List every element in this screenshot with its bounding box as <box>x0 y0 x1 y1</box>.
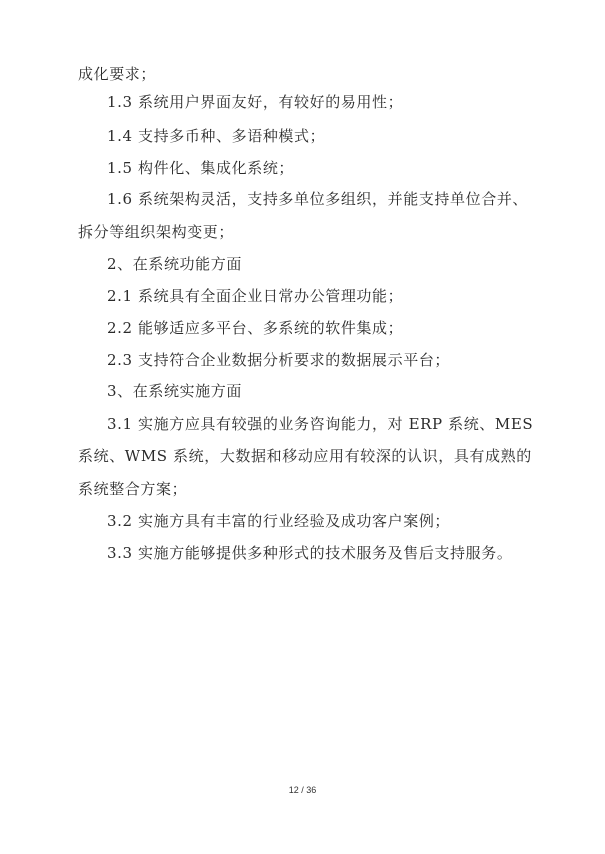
text-line: 1.4 支持多币种、多语种模式； <box>107 127 326 145</box>
text-line: 成化要求； <box>78 65 157 83</box>
text-line: 3.1 实施方应具有较强的业务咨询能力，对 ERP 系统、MES <box>107 415 534 433</box>
text-line: 系统、WMS 系统，大数据和移动应用有较深的认识，具有成熟的 <box>78 447 532 465</box>
section-heading: 2、在系统功能方面 <box>107 255 242 273</box>
text-line: 系统整合方案； <box>78 480 188 498</box>
text-line: 1.5 构件化、集成化系统； <box>107 159 295 177</box>
page-number: 12 / 36 <box>288 785 317 795</box>
section-heading: 3、在系统实施方面 <box>107 382 242 400</box>
text-line: 1.6 系统架构灵活，支持多单位多组织，并能支持单位合并、 <box>107 190 529 208</box>
text-line: 1.3 系统用户界面友好，有较好的易用性； <box>107 93 404 111</box>
text-line: 拆分等组织架构变更； <box>78 223 235 241</box>
text-line: 2.1 系统具有全面企业日常办公管理功能； <box>107 287 404 305</box>
text-line: 2.2 能够适应多平台、多系统的软件集成； <box>107 319 404 337</box>
text-line: 3.3 实施方能够提供多种形式的技术服务及售后支持服务。 <box>107 544 513 562</box>
text-line: 2.3 支持符合企业数据分析要求的数据展示平台； <box>107 351 451 369</box>
text-line: 3.2 实施方具有丰富的行业经验及成功客户案例； <box>107 512 451 530</box>
